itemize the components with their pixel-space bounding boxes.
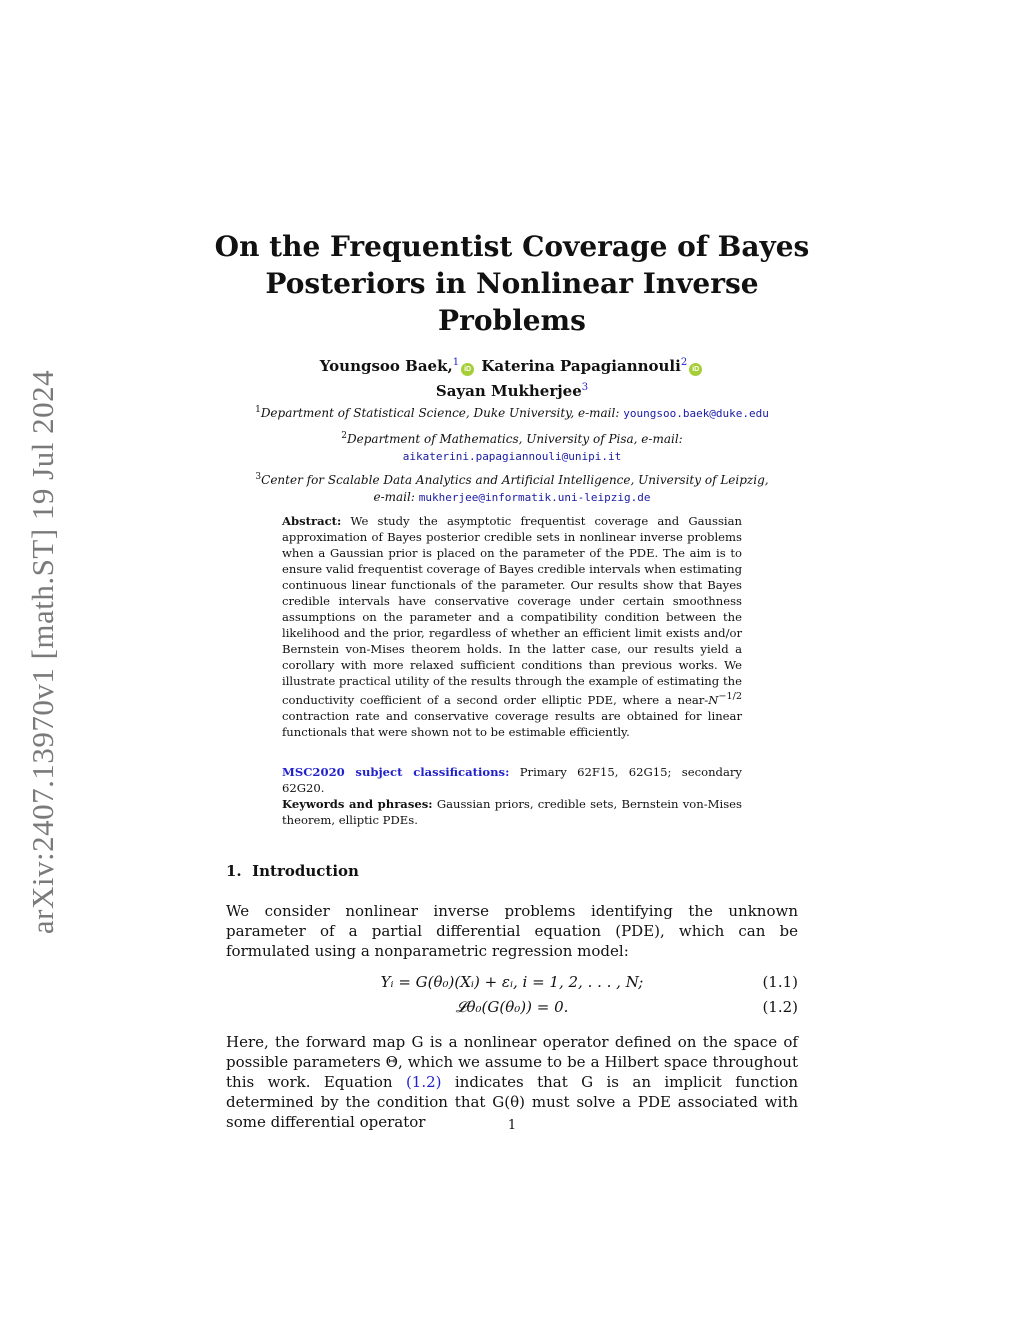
keywords-label: Keywords and phrases: [282, 797, 433, 811]
abstract-text: contraction rate and conservative coverage results are obtained for linear functionals that were shown not to be estimable efficiently. [282, 708, 742, 739]
section-number: 1. [226, 862, 242, 880]
affiliation-text: Center for Scalable Data Analytics and Artificial Intelligence, University of Leipzig, [261, 473, 769, 487]
equation-number: (1.2) [762, 998, 798, 1016]
equation-number: (1.1) [762, 973, 798, 991]
page-number: 1 [507, 1118, 517, 1133]
paper-title: On the Frequentist Coverage of Bayes Posteriors in Nonlinear Inverse Problems [214, 230, 810, 337]
equation-body: Yᵢ = G(θ₀)(Xᵢ) + εᵢ, i = 1, 2, . . . , N; [380, 973, 644, 991]
paragraph-forward-map [226, 1032, 798, 1132]
author-name: Katerina Papagiannouli [481, 357, 681, 375]
affiliation-mark[interactable]: 3 [581, 382, 589, 393]
affiliation-mark: 1 [255, 405, 261, 415]
email-link[interactable]: aikaterini.papagiannouli@unipi.it [402, 450, 622, 463]
equation-1-2 [226, 998, 798, 1020]
msc-classifications [282, 764, 742, 796]
equation-body: 𝓛θ₀(G(θ₀)) = 0. [455, 998, 569, 1016]
author-list [200, 352, 824, 402]
paragraph-intro: We consider nonlinear inverse problems identifying the unknown parameter of a partial differential equation (PDE), which can be formulated using a nonparametric regression model: [226, 902, 798, 960]
author-name: Youngsoo Baek, [319, 357, 453, 375]
affiliation-1 [200, 402, 824, 422]
abstract-text: We study the asymptotic frequentist coverage and Gaussian approximation of Bayes posterior credible sets in nonlinear inverse problems when a Gaussian prior is placed on the parameter of the PDE. The aim is to ensure valid frequentist coverage of Bayes credible intervals when estimating continuous linear functionals of the parameter. Our results show that Bayes credible intervals have conservative coverage under certain smoothness assumptions on the parameter and a compatibility condition between the likelihood and the prior, regardless of whether an efficient limit exists and/or Bernstein von-Mises theorem holds. In the latter case, our results yield a corollary with more relaxed sufficient conditions than previous works. We illustrate practical utility of the results through the example of estimating the conductivity coefficient of a second order elliptic PDE, where a near- [282, 514, 742, 707]
email-link[interactable]: mukherjee@informatik.uni-leipzig.de [418, 491, 651, 504]
orcid-icon[interactable]: iD [461, 363, 474, 376]
arxiv-identifier: arXiv:2407.13970v1 [math.ST] 19 Jul 2024 [25, 369, 60, 935]
abstract-math: N [708, 692, 719, 707]
section-heading [226, 862, 359, 880]
affiliation-2 [200, 428, 824, 465]
keywords [282, 796, 742, 828]
msc-text: Primary 62F15, 62G15; secondary 62G20. [282, 765, 742, 795]
section-title: Introduction [252, 862, 359, 880]
affiliation-mark[interactable]: 1 [452, 357, 460, 368]
paragraph-text: indicates that G is an implicit function determined by the condition that G(θ) must solve a PDE associated with some differential operator [226, 1073, 799, 1131]
abstract-exponent: −1/2 [718, 691, 742, 702]
affiliation-mark: 2 [341, 431, 348, 441]
affiliation-text: Department of Statistical Science, Duke University, e-mail: [260, 406, 624, 420]
equation-1-1 [226, 973, 798, 995]
arxiv-sidebar-stamp [22, 352, 64, 952]
paragraph-text: Here, the forward map G is a nonlinear operator defined on the space of possible parameters Θ, which we assume to be a Hilbert space throughout this work. Equation [226, 1033, 798, 1091]
orcid-icon[interactable]: iD [689, 363, 702, 376]
equation-reference-link[interactable]: (1.2) [405, 1073, 442, 1091]
keywords-text: Gaussian priors, credible sets, Bernstein von-Mises theorem, elliptic PDEs. [282, 797, 742, 827]
affiliation-text: Department of Mathematics, University of Pisa, e-mail: [347, 432, 683, 446]
affiliation-3 [200, 469, 824, 506]
author-name: Sayan Mukherjee [435, 382, 582, 400]
email-link[interactable]: youngsoo.baek@duke.edu [623, 407, 769, 420]
affiliation-mark[interactable]: 2 [680, 357, 688, 368]
abstract [282, 513, 742, 740]
affiliation-mark: 3 [255, 472, 262, 482]
msc-label-link[interactable]: MSC2020 subject classifications: [282, 765, 510, 779]
affiliation-text: e-mail: [373, 490, 419, 504]
abstract-label: Abstract: [282, 514, 342, 528]
